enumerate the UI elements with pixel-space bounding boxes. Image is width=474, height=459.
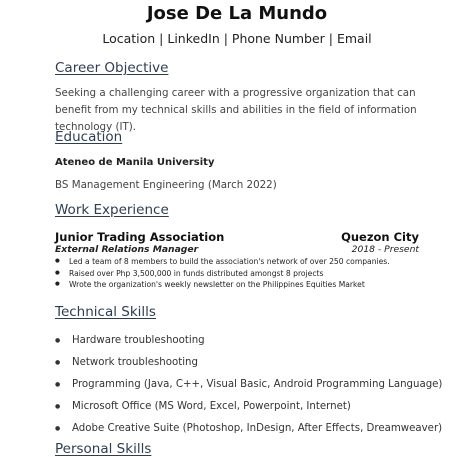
job-role: External Relations Manager — [55, 244, 199, 255]
job-bullet-item: ● Wrote the organization's weekly newsletter on the Philippines Equities Market — [55, 279, 435, 291]
section-heading-personal-skills: Personal Skills — [55, 441, 152, 457]
section-heading-work-experience: Work Experience — [55, 202, 169, 218]
job-header — [55, 230, 419, 244]
education-degree: BS Management Engineering (March 2022) — [55, 179, 277, 191]
section-heading-technical-skills: Technical Skills — [55, 304, 156, 320]
resume-name: Jose De La Mundo — [146, 3, 328, 24]
education-school: Ateneo de Manila University — [55, 157, 215, 168]
job-bullet-item: ● Led a team of 8 members to build the association's network of over 250 companies. — [55, 256, 435, 268]
skill-item: ● Network troubleshooting — [55, 352, 455, 374]
skill-item: ● Microsoft Office (MS Word, Excel, Powerpoint, Internet) — [55, 396, 455, 418]
job-location: Quezon City — [341, 230, 419, 244]
job-organization: Junior Trading Association — [55, 230, 225, 244]
career-objective-text: Seeking a challenging career with a progressive organization that can benefit from my technical skills and abilities in the field of information technology (IT). — [55, 87, 417, 133]
contact-line: Location | LinkedIn | Phone Number | Email — [102, 31, 372, 46]
skill-item: ● Adobe Creative Suite (Photoshop, InDesign, After Effects, Dreamweaver) — [55, 418, 455, 440]
job-bullet-item: ● Raised over Php 3,500,000 in funds distributed amongst 8 projects — [55, 268, 435, 280]
technical-skills-list — [55, 330, 455, 440]
section-heading-education: Education — [55, 129, 123, 145]
section-heading-career-objective: Career Objective — [55, 60, 169, 76]
skill-item: ● Hardware troubleshooting — [55, 330, 455, 352]
skill-item: ● Programming (Java, C++, Visual Basic, Android Programming Language) — [55, 374, 455, 396]
job-bullet-list — [55, 256, 435, 291]
job-subheader — [55, 244, 419, 255]
job-dates: 2018 - Present — [351, 244, 419, 255]
